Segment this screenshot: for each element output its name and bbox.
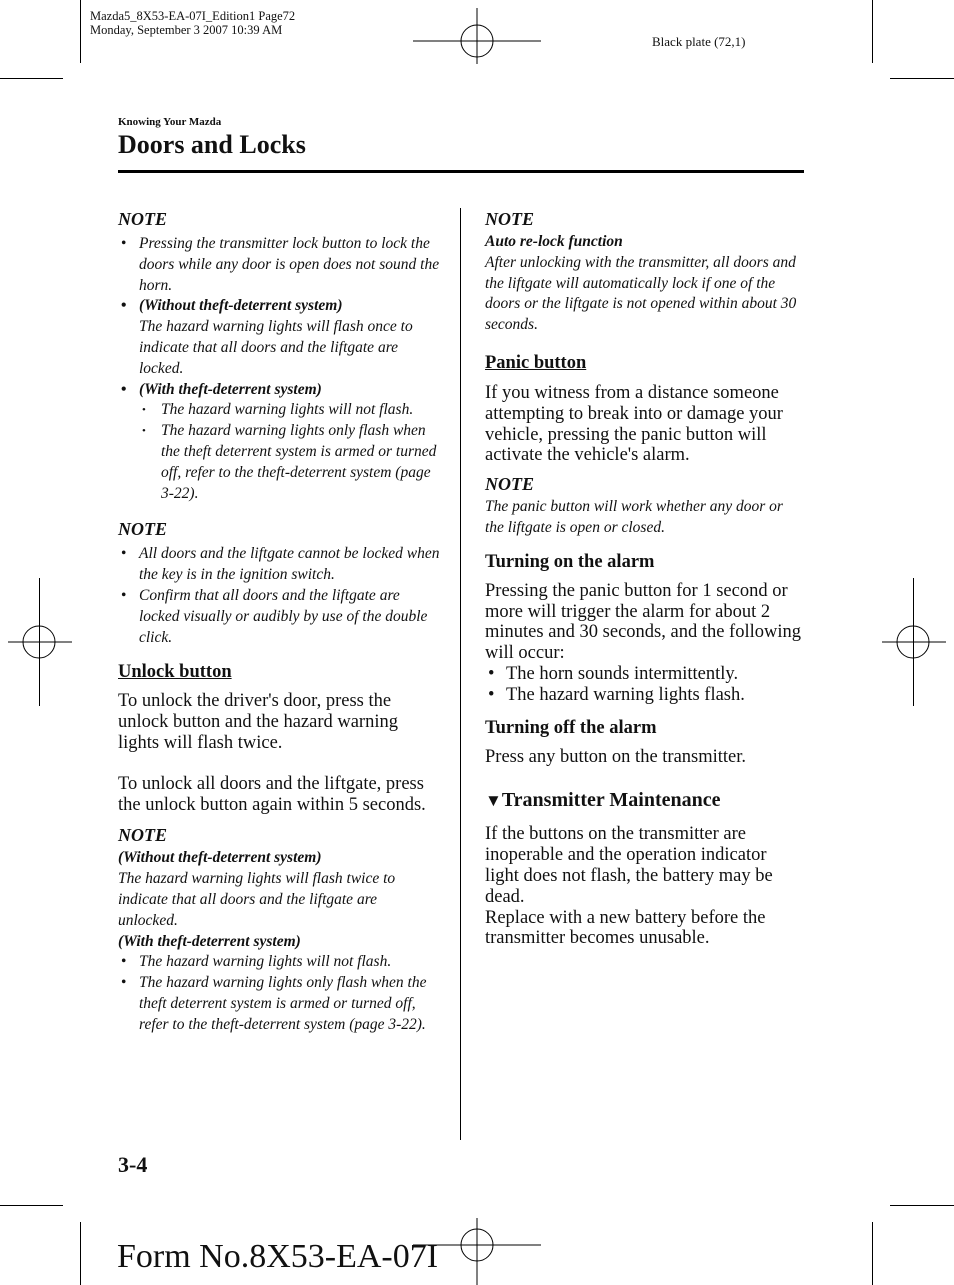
body-paragraph: To unlock all doors and the liftgate, press the unlock button again within 5 seconds. — [118, 773, 426, 815]
list-item: • The horn sounds intermittently. — [485, 664, 805, 685]
registration-crosshair-icon — [8, 610, 72, 674]
note-block — [118, 519, 440, 648]
list-item: • The hazard warning lights will not flash. — [118, 952, 440, 973]
file-info-timestamp: Monday, September 3 2007 10:39 AM — [90, 23, 283, 37]
left-column — [118, 209, 440, 1036]
note-title: NOTE — [118, 209, 167, 229]
crop-mark — [0, 1205, 63, 1206]
list-item: • Pressing the transmitter lock button to lock the doors while any door is open does not sound the horn. — [118, 234, 440, 296]
note-subheading: (Without theft-deterrent system) — [118, 849, 322, 867]
list-item: • Confirm that all doors and the liftgate are locked visually or audibly by use of the double click. — [118, 586, 440, 648]
list-item: • The hazard warning lights only flash when the theft deterrent system is armed or turned off, refer to the theft-deterrent system (page 3-22). — [118, 973, 440, 1035]
form-number: Form No.8X53-EA-07I — [117, 1238, 439, 1275]
note-list — [118, 544, 440, 648]
list-item-text — [118, 317, 440, 379]
section-label: Knowing Your Mazda — [118, 116, 222, 128]
sub-list-item: • The hazard warning lights only flash when the theft deterrent system is armed or turned off, refer to the theft-deterrent system (page 3-22). — [118, 421, 440, 504]
alarm-on-heading: Turning on the alarm — [485, 551, 655, 572]
alarm-off-heading: Turning off the alarm — [485, 717, 657, 738]
list-item-body: The hazard warning lights will flash once to indicate that all doors and the liftgate are locked. — [139, 318, 413, 377]
note-title: NOTE — [485, 209, 534, 229]
unlock-heading: Unlock button — [118, 662, 232, 683]
file-info-line: Mazda5_8X53-EA-07I_Edition1 Page72 — [90, 9, 296, 23]
note-subheading: (With theft-deterrent system) — [118, 932, 301, 950]
title-rule — [118, 170, 804, 173]
right-column — [485, 209, 805, 949]
crop-mark — [890, 1205, 954, 1206]
registration-crosshair-icon — [413, 8, 541, 72]
plate-label: Black plate (72,1) — [652, 34, 746, 49]
crop-mark — [890, 78, 954, 79]
note-block — [485, 209, 805, 336]
note-text: The panic button will work whether any door or the liftgate is open or closed. — [485, 498, 783, 536]
note-text: After unlocking with the transmitter, all doors and the liftgate will automatically lock if one of the doors or the liftgate is not opened within about 30 seconds. — [485, 253, 797, 334]
body-paragraph: To unlock the driver's door, press the unlock button and the hazard warning lights will flash twice. — [118, 691, 398, 753]
maintenance-heading — [485, 789, 805, 812]
panic-heading: Panic button — [485, 352, 587, 373]
note-title: NOTE — [485, 474, 534, 495]
crop-mark — [0, 78, 63, 79]
note-block — [118, 825, 440, 1035]
triangle-down-icon: ▼ — [485, 791, 502, 811]
page-number: 3-4 — [118, 1152, 148, 1177]
page-title: Doors and Locks — [118, 130, 306, 159]
note-list — [118, 952, 440, 1035]
note-title: NOTE — [118, 519, 167, 540]
body-paragraph: If the buttons on the transmitter are inoperable and the operation indicator light does not flash, the battery may be dead. — [485, 824, 773, 907]
list-item: • The hazard warning lights flash. — [485, 685, 805, 706]
crop-mark — [80, 0, 81, 63]
list-item-heading: • (Without theft-deterrent system) — [118, 296, 440, 317]
file-info — [90, 9, 295, 37]
note-block — [118, 209, 440, 504]
column-divider — [460, 208, 461, 1140]
body-paragraph: If you witness from a distance someone attempting to break into or damage your vehicle, pressing the panic button will activate the vehicle's alarm. — [485, 382, 783, 466]
maintenance-heading-text: Transmitter Maintenance — [501, 789, 721, 812]
note-list — [118, 234, 440, 504]
body-paragraph: Press any button on the transmitter. — [485, 746, 747, 767]
sub-list-item: • The hazard warning lights will not flash. — [118, 400, 440, 421]
note-block — [485, 474, 805, 539]
body-paragraph: Pressing the panic button for 1 second or more will trigger the alarm for about 2 minutes and 30 seconds, and the following will occur: — [485, 580, 801, 664]
crop-mark — [80, 1222, 81, 1285]
note-subheading: Auto re-lock function — [485, 233, 623, 250]
registration-crosshair-icon — [882, 610, 946, 674]
crop-mark — [872, 0, 873, 63]
alarm-list — [485, 664, 805, 706]
note-title: NOTE — [118, 825, 167, 846]
note-text: The hazard warning lights will flash twice to indicate that all doors and the liftgate are unlocked. — [118, 870, 396, 929]
list-item: • All doors and the liftgate cannot be locked when the key is in the ignition switch. — [118, 544, 440, 586]
crop-mark — [872, 1222, 873, 1285]
body-paragraph: Replace with a new battery before the transmitter becomes unusable. — [485, 907, 766, 949]
list-item-heading: • (With theft-deterrent system) — [118, 380, 440, 401]
